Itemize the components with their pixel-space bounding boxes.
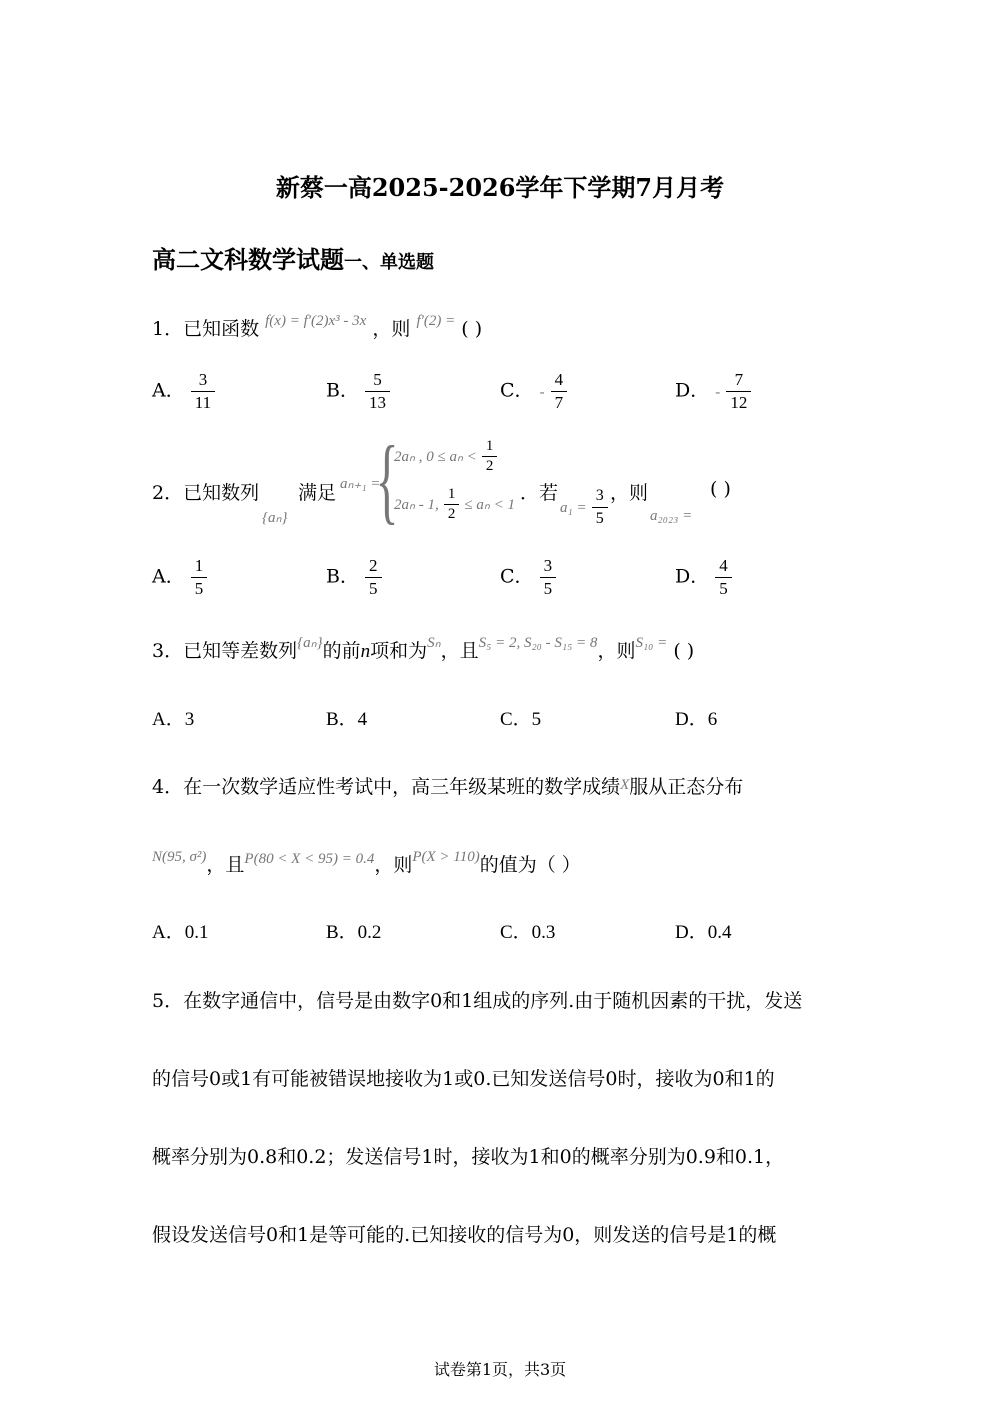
fraction: $\frac{4}{5}$	[717, 556, 730, 599]
minus-sign: -	[715, 384, 721, 401]
q2-option-b	[326, 556, 382, 599]
q2-option-c	[500, 556, 556, 599]
fraction: $\frac{3}{5}$	[542, 556, 555, 599]
q3-stem: 3．已知等差数列	[152, 640, 298, 662]
q4-x: X	[620, 777, 630, 793]
section-heading: 一、单选题	[344, 252, 434, 273]
q1-stem: 1．已知函数	[152, 318, 260, 340]
minus-sign: -	[539, 384, 545, 401]
q5-line-3: 概率分别为0.8和0.2；发送信号1时，接收为1和0的概率分别为0.9和0.1，	[152, 1146, 785, 1168]
q1-option-b	[326, 370, 390, 413]
q5-line-1: 5．在数字通信中，信号是由数字0和1组成的序列.由于随机因素的干扰，发送	[152, 990, 803, 1012]
q5-line-4: 假设发送信号0和1是等可能的.已知接收的信号为0，则发送的信号是1的概	[152, 1224, 777, 1246]
option-label: C．	[500, 565, 534, 588]
q2-sequence: {aₙ}	[262, 510, 288, 526]
q3-text-1: 的前	[322, 640, 361, 662]
q1-ask: f′(2) =	[416, 313, 456, 329]
q4-text-3: 的值为（ ）	[479, 854, 581, 876]
case-2-range: ≤ aₙ < 1	[464, 497, 516, 513]
q3-n: n	[360, 641, 371, 662]
q3-sn: Sₙ	[427, 635, 441, 651]
q2-option-a	[152, 556, 207, 599]
q4-condition: P(80 < X < 95) = 0.4	[244, 851, 375, 867]
exam-subtitle	[152, 240, 434, 275]
q2-initial	[560, 486, 608, 529]
exam-title: 新蔡一高2025-2026学年下学期7月月考	[275, 173, 725, 202]
fraction: $\frac{3}{5}$	[594, 486, 606, 529]
option-label: B．	[326, 379, 359, 402]
q3-text-2: 项和为	[370, 640, 428, 662]
q2-then: ，则	[610, 482, 649, 504]
fraction: $\frac{3}{11}$	[193, 370, 213, 413]
q2-case-2	[394, 486, 515, 523]
q4-distribution: N(95, σ²)	[152, 849, 207, 865]
q2-ask: a₂₀₂₃ =	[650, 508, 693, 524]
q1-option-a	[152, 370, 215, 413]
q4-stem-2: 服从正态分布	[629, 776, 744, 798]
q3-sequence: {aₙ}	[297, 635, 323, 651]
q1-mid: ，则	[372, 318, 411, 340]
q3-ask: S₁₀ =	[635, 635, 668, 651]
q4-text-2: ，则	[374, 854, 413, 876]
q5-line-2: 的信号0或1有可能被错误地接收为1或0.已知发送信号0时，接收为0和1的	[152, 1068, 775, 1090]
q3-option-c: C．5	[500, 709, 542, 730]
q2-mid: ．若	[520, 482, 559, 504]
fraction: $\frac{7}{12}$	[728, 370, 749, 413]
question-4-line-1	[152, 772, 743, 799]
page-footer: 试卷第1页，共3页	[433, 1360, 567, 1379]
fraction: $\frac{5}{13}$	[367, 370, 388, 413]
question-4-line-2	[152, 850, 581, 877]
fraction: $\frac{1}{2}$	[484, 438, 496, 475]
option-label: D．	[675, 565, 710, 588]
q4-ask: P(X > 110)	[412, 849, 480, 865]
subtitle-main: 高二文科数学试题	[152, 245, 344, 274]
q1-option-c	[500, 370, 567, 413]
case-2-text: 2aₙ - 1,	[394, 497, 439, 513]
option-label: A．	[152, 379, 185, 402]
q3-option-d: D．6	[675, 709, 718, 730]
case-1-text: 2aₙ , 0 ≤ aₙ <	[394, 449, 477, 465]
q1-paren: ( )	[461, 318, 483, 340]
fraction: $\frac{4}{7}$	[553, 370, 566, 413]
q2-lhs: aₙ₊₁ =	[340, 476, 381, 492]
question-1	[152, 314, 482, 341]
q4-option-a: A．0.1	[152, 922, 209, 943]
q2-paren: ( )	[710, 478, 731, 500]
q4-option-c: C．0.3	[500, 922, 556, 943]
a1-label: a₁ =	[560, 500, 587, 516]
q2-satisfy: 满足	[298, 482, 337, 504]
option-label: A．	[152, 565, 185, 588]
q2-option-d	[675, 556, 732, 599]
q3-option-b: B．4	[326, 709, 368, 730]
q4-option-d: D．0.4	[675, 922, 732, 943]
piecewise-brace: {	[375, 426, 399, 533]
q4-option-b: B．0.2	[326, 922, 382, 943]
q4-stem: 4．在一次数学适应性考试中，高三年级某班的数学成绩	[152, 776, 621, 798]
option-label: C．	[500, 379, 534, 402]
q1-formula: f(x) = f′(2)x³ - 3x	[265, 313, 367, 329]
question-3	[152, 636, 694, 663]
fraction: $\frac{2}{5}$	[367, 556, 380, 599]
q3-text-3: ，且	[440, 640, 479, 662]
option-label: D．	[675, 379, 710, 402]
q3-paren: ( )	[673, 640, 695, 662]
q4-text-1: ，且	[206, 854, 245, 876]
q3-text-4: ，则	[597, 640, 636, 662]
q2-stem: 2．已知数列	[152, 482, 260, 504]
option-label: B．	[326, 565, 359, 588]
fraction: $\frac{1}{2}$	[446, 486, 458, 523]
q1-option-d	[675, 370, 751, 413]
q3-option-a: A．3	[152, 709, 195, 730]
q3-condition: S₅ = 2, S₂₀ - S₁₅ = 8	[478, 635, 598, 651]
q2-case-1	[394, 438, 497, 475]
fraction: $\frac{1}{5}$	[193, 556, 206, 599]
